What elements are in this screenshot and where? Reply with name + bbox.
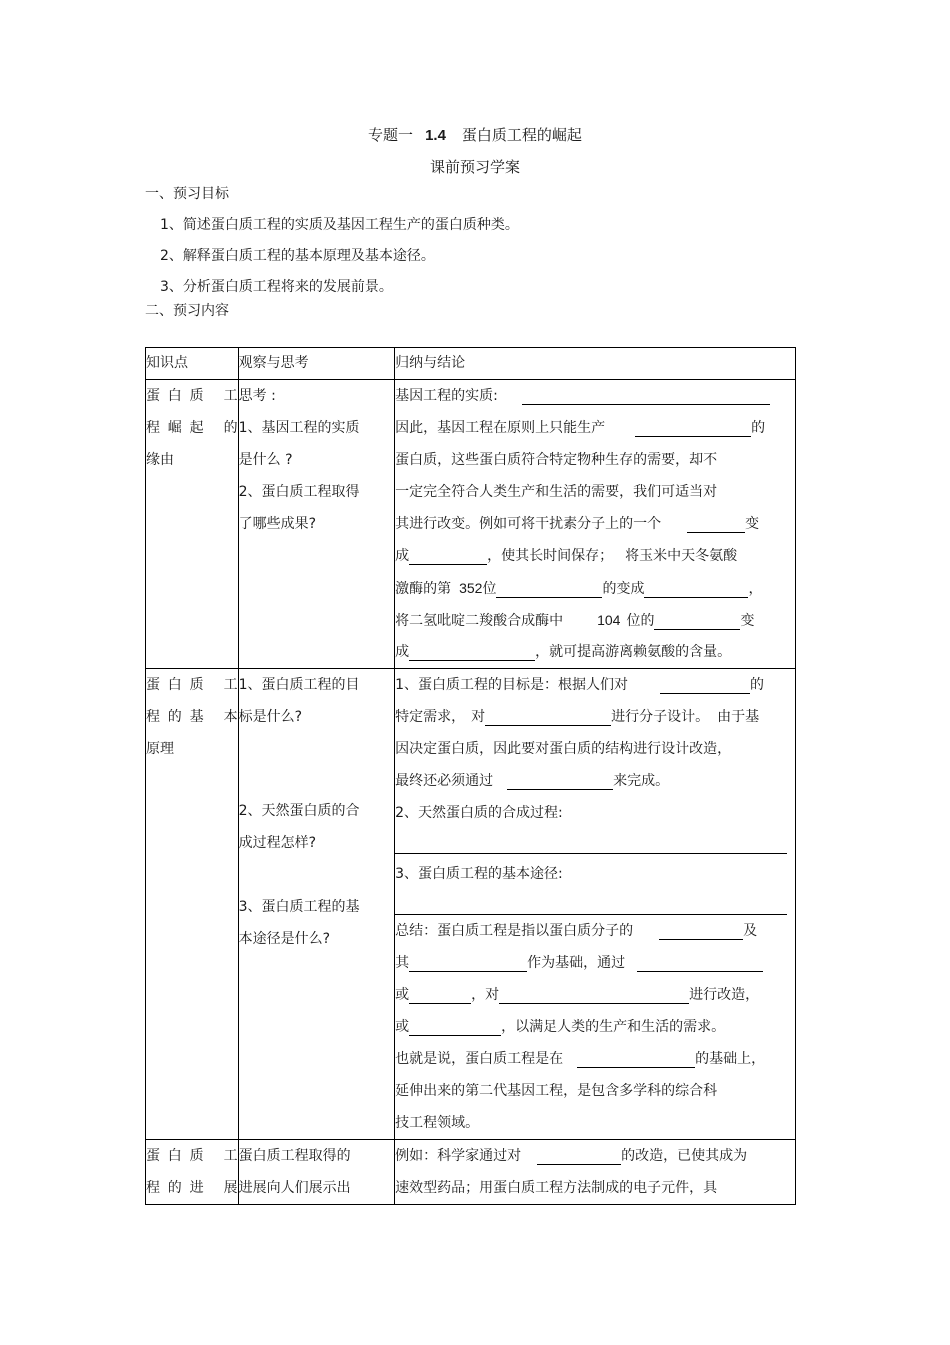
header-topic: 知识点 bbox=[146, 348, 239, 380]
title-number: 1.4 bbox=[425, 127, 446, 144]
goal-item-1: 1、简述蛋白质工程的实质及基因工程生产的蛋白质种类。 bbox=[160, 217, 519, 233]
fill-blank[interactable] bbox=[409, 953, 527, 972]
fill-blank[interactable] bbox=[395, 829, 787, 854]
think-cell: 思考 : 1、基因工程的实质 是什么 ? 2、蛋白质工程取得 了哪些成果? bbox=[238, 380, 394, 669]
conclusion-cell: 基因工程的实质: 因此，基因工程在原则上只能生产 的 蛋白质，这些蛋白质符合特定物种生存的需要，却不 一定完全符合人类生产和生活的需要，我们可适当对 其进行改变。例如可将干扰素分子上的一个 变 成 ，使其长时间保存； 将玉米中天冬氨酸 激酶的第 352位 的变成 ， 将二氢吡啶二羧酸合成酶中 104 位的 变 成 ，就可提高游离赖氨酸的含量。 bbox=[395, 380, 796, 669]
page-subtitle: 课前预习学案 bbox=[429, 158, 520, 176]
table-row-principle bbox=[146, 669, 796, 1140]
fill-blank[interactable] bbox=[522, 386, 770, 405]
fill-blank[interactable] bbox=[637, 953, 763, 972]
topic-cell: 蛋白质 工 程的进 展 bbox=[146, 1140, 239, 1205]
fill-blank[interactable] bbox=[409, 546, 487, 565]
table-row-progress bbox=[146, 1140, 796, 1205]
header-conclusion: 归纳与结论 bbox=[395, 348, 796, 380]
header-think: 观察与思考 bbox=[238, 348, 394, 380]
fill-blank[interactable] bbox=[635, 418, 751, 437]
goal-item-3: 3、分析蛋白质工程将来的发展前景。 bbox=[160, 279, 393, 295]
fill-blank[interactable] bbox=[537, 1146, 621, 1165]
table-row-origin bbox=[146, 380, 796, 669]
fill-blank[interactable] bbox=[660, 675, 750, 694]
table-header-row bbox=[146, 348, 796, 380]
page-title bbox=[0, 124, 950, 145]
title-text: 蛋白质工程的崛起 bbox=[461, 126, 582, 144]
title-prefix: 专题一 bbox=[368, 126, 414, 144]
fill-blank[interactable] bbox=[485, 707, 611, 726]
section1-heading: 一、预习目标 bbox=[145, 186, 229, 202]
goal-item-2: 2、解释蛋白质工程的基本原理及基本途径。 bbox=[160, 248, 435, 264]
fill-blank[interactable] bbox=[395, 894, 787, 915]
think-cell: 蛋白质工程取得的 进展向人们展示出 bbox=[238, 1140, 394, 1205]
conclusion-cell: 1、蛋白质工程的目标是：根据人们对 的 特定需求， 对 进行分子设计。 由于基 因决定蛋白质，因此要对蛋白质的结构进行设计改造， 最终还必须通过 来完成。 2、天然蛋白质的合成过程: 3、蛋白质工程的基本途径: 总结：蛋白质工程是指以蛋白质分子的 及 其 作为基础，通过 或 ，对 进行改造， 或 ，以满足人类的生产和生活的需求。 也就是说，蛋白质工程是在 的基础上， 延伸出来的第二代基因工程，是包含多学科的综合科 技工程领域。 bbox=[395, 669, 796, 1140]
fill-blank[interactable] bbox=[644, 579, 748, 598]
preview-table bbox=[145, 347, 796, 1205]
fill-blank[interactable] bbox=[499, 985, 689, 1004]
think-cell: 1、蛋白质工程的目 标是什么? 2、天然蛋白质的合 成过程怎样? 3、蛋白质工程的基 本途径是什么? bbox=[238, 669, 394, 1140]
fill-blank[interactable] bbox=[577, 1049, 695, 1068]
topic-cell: 蛋白质 工 程的基 本 原理 bbox=[146, 669, 239, 1140]
section2-heading: 二、预习内容 bbox=[145, 303, 229, 319]
fill-blank[interactable] bbox=[409, 985, 471, 1004]
fill-blank[interactable] bbox=[659, 921, 743, 940]
fill-blank[interactable] bbox=[687, 514, 745, 533]
conclusion-cell: 例如：科学家通过对 的改造，已使其成为 速效型药品；用蛋白质工程方法制成的电子元件，具 bbox=[395, 1140, 796, 1205]
fill-blank[interactable] bbox=[409, 642, 535, 661]
fill-blank[interactable] bbox=[507, 771, 613, 790]
fill-blank[interactable] bbox=[409, 1017, 501, 1036]
fill-blank[interactable] bbox=[654, 611, 740, 630]
topic-cell: 蛋白质 工 程崛起 的 缘由 bbox=[146, 380, 239, 669]
fill-blank[interactable] bbox=[496, 579, 602, 598]
